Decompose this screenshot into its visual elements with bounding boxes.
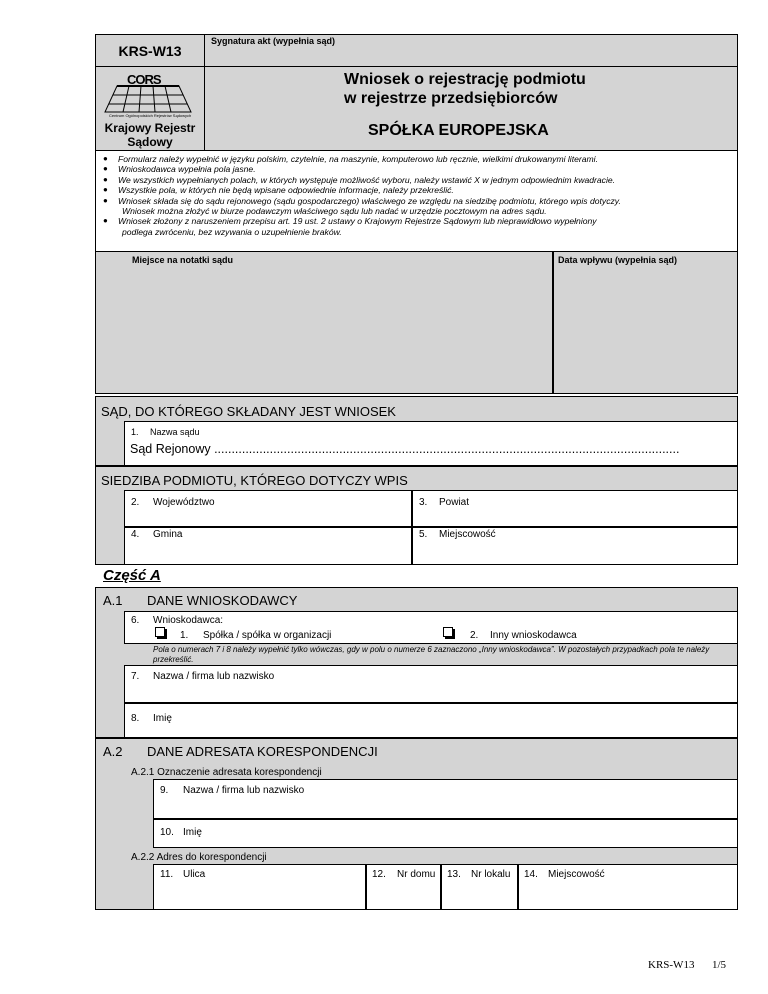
logo-text: CORS — [127, 72, 161, 87]
field-9-label: Nazwa / firma lub nazwisko — [183, 785, 305, 796]
field-4-label: Gmina — [153, 529, 183, 540]
field-1-number: 1. — [131, 427, 139, 437]
field-12-label: Nr domu — [397, 869, 436, 880]
a21-label: A.2.1 Oznaczenie adresata korespondencji — [131, 767, 322, 778]
instructions-list — [100, 154, 736, 237]
a1-title: DANE WNIOSKODAWCY — [147, 593, 298, 608]
field-13-number: 13. — [447, 869, 461, 880]
a22-label: A.2.2 Adres do korespondencji — [131, 852, 267, 863]
option-2-number: 2. — [470, 630, 479, 641]
field-3-number: 3. — [419, 497, 428, 508]
voivodeship-field[interactable] — [124, 490, 412, 527]
field-8-number: 8. — [131, 713, 140, 724]
instruction-item: ● Formularz należy wypełnić w języku polskim, czytelnie, na maszynie, komputerowo lub ręcznie, wielkimi drukowanymi literami. — [100, 154, 736, 164]
court-notes-label: Miejsce na notatki sądu — [132, 255, 234, 265]
registry-name: Krajowy Rejestr Sądowy — [104, 121, 196, 149]
recipient-first-name-field[interactable] — [153, 819, 738, 848]
instruction-item: ● Wnioskodawca wypełnia pola jasne. — [100, 164, 736, 174]
field-2-number: 2. — [131, 497, 140, 508]
receipt-date-label: Data wpływu (wypełnia sąd) — [558, 255, 678, 265]
field-3-label: Powiat — [439, 497, 470, 508]
field-1-label: Nazwa sądu — [150, 427, 200, 437]
instruction-item: podlega zwróceniu, bez wzywania o uzupełnienie braków. — [122, 226, 342, 237]
field-6-number: 6. — [131, 615, 140, 626]
field-10-label: Imię — [183, 827, 202, 838]
cors-logo — [103, 72, 195, 122]
option-1-number: 1. — [180, 630, 189, 641]
field-2-label: Województwo — [153, 497, 215, 508]
seat-section-title: SIEDZIBA PODMIOTU, KTÓREGO DOTYCZY WPIS — [101, 473, 408, 488]
field-11-label: Ulica — [183, 869, 206, 880]
field-10-number: 10. — [160, 827, 174, 838]
part-a-title: Część A — [103, 567, 161, 584]
instruction-item: ● Wniosek składa się do sądu rejonowego (sądu gospodarczego) właściwego ze względu na siedzibę podmiotu, którego wpis dotyczy. — [100, 196, 736, 206]
field-12-number: 12. — [372, 869, 386, 880]
field-7-label: Nazwa / firma lub nazwisko — [153, 671, 275, 682]
title-line1: Wniosek o rejestrację podmiotu — [344, 71, 586, 88]
footer-page: 1/5 — [712, 959, 727, 971]
field-13-label: Nr lokalu — [471, 869, 511, 880]
field-14-number: 14. — [524, 869, 538, 880]
fields-7-8-note: Pola o numerach 7 i 8 należy wypełnić tylko wówczas, gdy w polu o numerze 6 zaznaczono „Inny wnioskodawca”. W pozostałych przypadkach pola te należy przekreślić. — [153, 645, 710, 664]
option-2-checkbox[interactable] — [443, 627, 453, 637]
subtitle: SPÓŁKA EUROPEJSKA — [368, 122, 549, 139]
logo-subtext: Centrum Ogólnopolskich Rejestrów Sądowych — [109, 113, 192, 118]
court-notes-area — [95, 251, 553, 394]
field-6-label: Wnioskodawca: — [153, 615, 224, 626]
footer-code: KRS-W13 — [648, 959, 695, 971]
field-14-label: Miejscowość — [548, 869, 605, 880]
header-divider-h2 — [205, 66, 738, 67]
receipt-date-area — [553, 251, 738, 394]
instruction-item: ● Wszystkie pola, w których nie będą wpisane odpowiednie informacje, należy przekreślić. — [100, 185, 736, 195]
title-line2: w rejestrze przedsiębiorców — [344, 90, 558, 107]
court-section-title: SĄD, DO KTÓREGO SKŁADANY JEST WNIOSEK — [101, 404, 396, 419]
a2-title: DANE ADRESATA KORESPONDENCJI — [147, 744, 378, 759]
logo-graphic — [103, 84, 195, 124]
field-8-label: Imię — [153, 713, 172, 724]
field-5-number: 5. — [419, 529, 428, 540]
a2-code: A.2 — [103, 744, 123, 759]
field-4-number: 4. — [131, 529, 140, 540]
field-11-number: 11. — [160, 869, 174, 880]
option-1-checkbox[interactable] — [155, 627, 165, 637]
field-9-number: 9. — [160, 785, 169, 796]
field-7-number: 7. — [131, 671, 140, 682]
county-field[interactable] — [412, 490, 738, 527]
court-name-value: Sąd Rejonowy ...................................................................................................................................... — [130, 442, 680, 456]
signature-label: Sygnatura akt (wypełnia sąd) — [211, 36, 336, 46]
form-code: KRS-W13 — [118, 43, 182, 59]
instruction-item: ● Wniosek złożony z naruszeniem przepisu art. 19 ust. 2 ustawy o Krajowym Rejestrze Sądowym lub nieprawidłowo wypełniony — [100, 216, 736, 226]
header-divider-h — [95, 66, 205, 67]
instruction-item: ● We wszystkich wypełnianych polach, w których występuje możliwość wyboru, należy wstawić X w jednym odpowiednim kwadracie. — [100, 175, 736, 185]
option-1-label: Spółka / spółka w organizacji — [203, 630, 332, 641]
instruction-item: Wniosek można złożyć w biurze podawczym właściwego sądu lub nadać w urzędzie pocztowym na adres sądu. — [122, 206, 547, 217]
field-5-label: Miejscowość — [439, 529, 496, 540]
a1-code: A.1 — [103, 593, 123, 608]
option-2-label: Inny wnioskodawca — [490, 630, 577, 641]
applicant-first-name-field[interactable] — [124, 703, 738, 738]
